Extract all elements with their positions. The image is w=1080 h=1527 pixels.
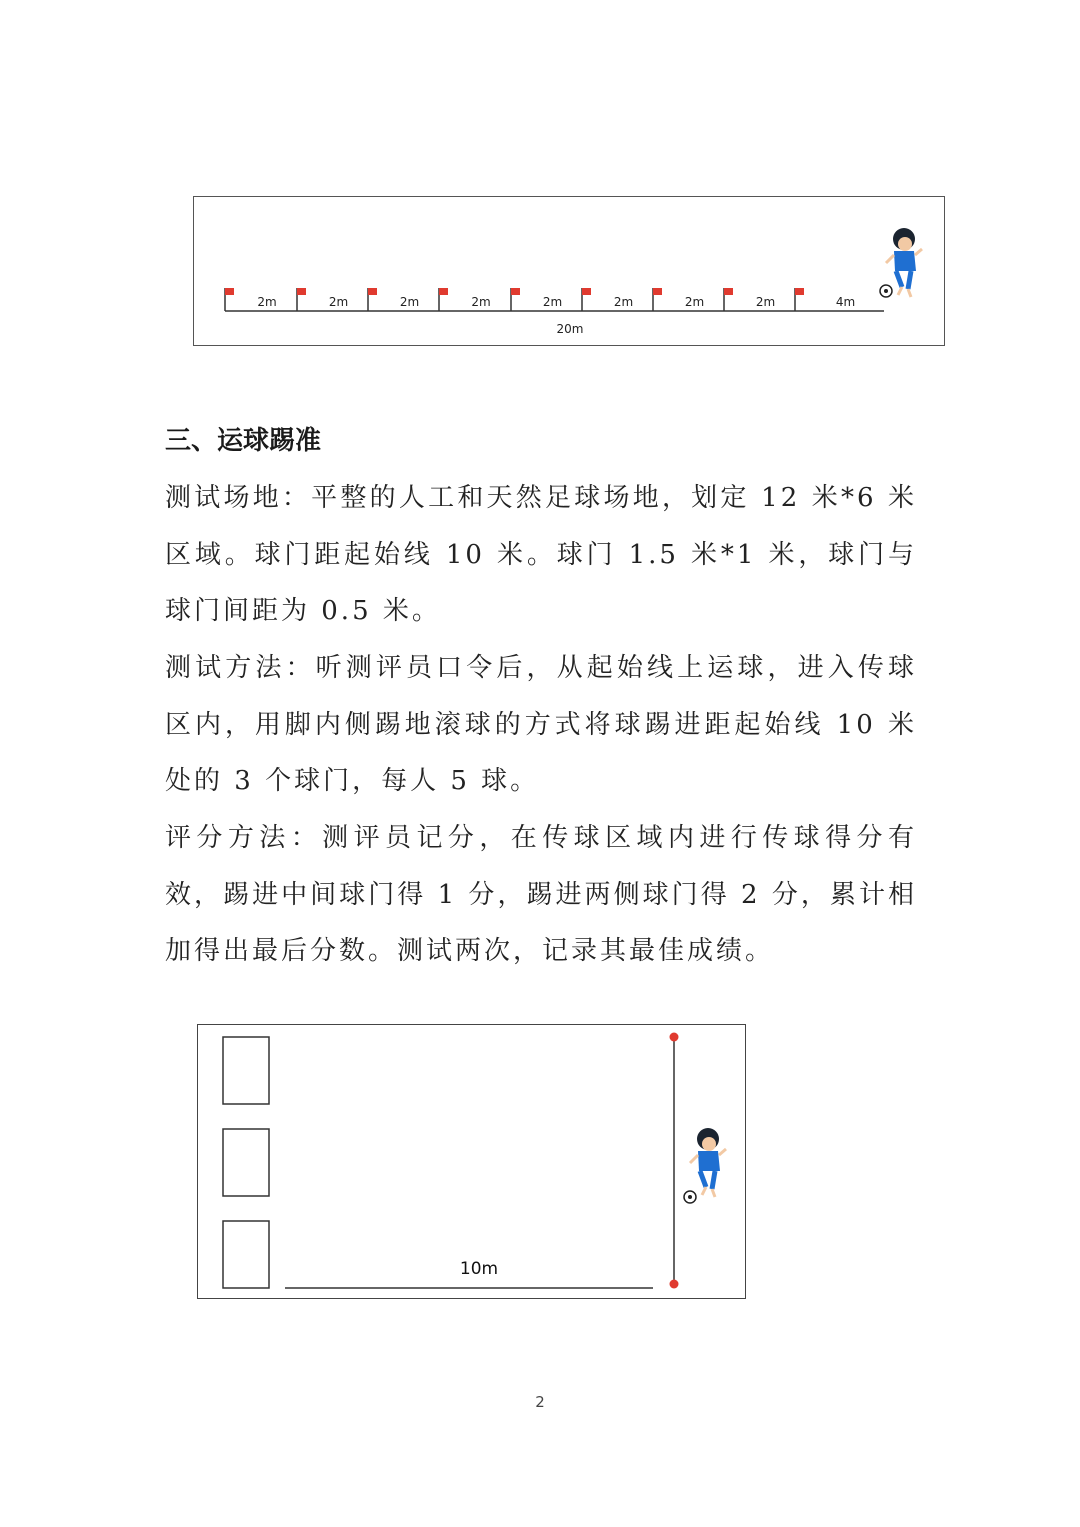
corner-flag-icon <box>439 288 448 311</box>
corner-flag-icon <box>653 288 662 311</box>
segment-distance-label: 2m <box>399 295 420 309</box>
goal-field-diagram <box>197 1024 746 1299</box>
segment-distance-label: 2m <box>328 295 349 309</box>
start-line-marker-top <box>670 1033 679 1042</box>
corner-flag-icon <box>297 288 306 311</box>
segment-distance-label: 2m <box>613 295 634 309</box>
goal-field-svg <box>198 1025 747 1300</box>
corner-flag-icon <box>511 288 520 311</box>
section-title: 三、运球踢准 <box>165 426 322 456</box>
segment-distance-label: 2m <box>684 295 705 309</box>
scoring-method-paragraph: 评分方法：测评员记分，在传球区域内进行传球得分有效，踢进中间球门得 1 分，踢进两侧球门得 2 分，累计相加得出最后分数。测试两次，记录其最佳成绩。 <box>165 823 917 966</box>
flag-course-svg <box>194 197 946 347</box>
soccer-player-icon <box>880 228 922 297</box>
segment-distance-label: 2m <box>471 295 491 309</box>
segment-distance-label: 2m <box>257 295 277 309</box>
corner-flag-icon <box>225 288 234 311</box>
distance-label: 10m <box>459 1259 499 1279</box>
start-line-marker-bottom <box>670 1280 679 1289</box>
test-venue-paragraph: 测试场地：平整的人工和天然足球场地，划定 12 米*6 米区域。球门距起始线 10 米。球门 1.5 米*1 米，球门与球门间距为 0.5 米。 <box>165 483 917 626</box>
corner-flag-icon <box>795 288 804 311</box>
test-method-paragraph: 测试方法：听测评员口令后，从起始线上运球，进入传球区内，用脚内侧踢地滚球的方式将球踢进距起始线 10 米处的 3 个球门，每人 5 球。 <box>165 653 917 796</box>
goal-box <box>223 1037 269 1104</box>
corner-flag-icon <box>724 288 733 311</box>
segment-distance-label: 4m <box>835 295 856 309</box>
flag-course-diagram <box>193 196 945 346</box>
goal-box <box>223 1221 269 1288</box>
goal-box <box>223 1129 269 1196</box>
corner-flag-icon <box>368 288 377 311</box>
soccer-player-icon <box>684 1128 726 1203</box>
corner-flag-icon <box>582 288 591 311</box>
page-number: 2 <box>535 1393 545 1411</box>
total-distance-label: 20m <box>556 322 584 336</box>
segment-distance-label: 2m <box>755 295 776 309</box>
segment-distance-label: 2m <box>542 295 563 309</box>
